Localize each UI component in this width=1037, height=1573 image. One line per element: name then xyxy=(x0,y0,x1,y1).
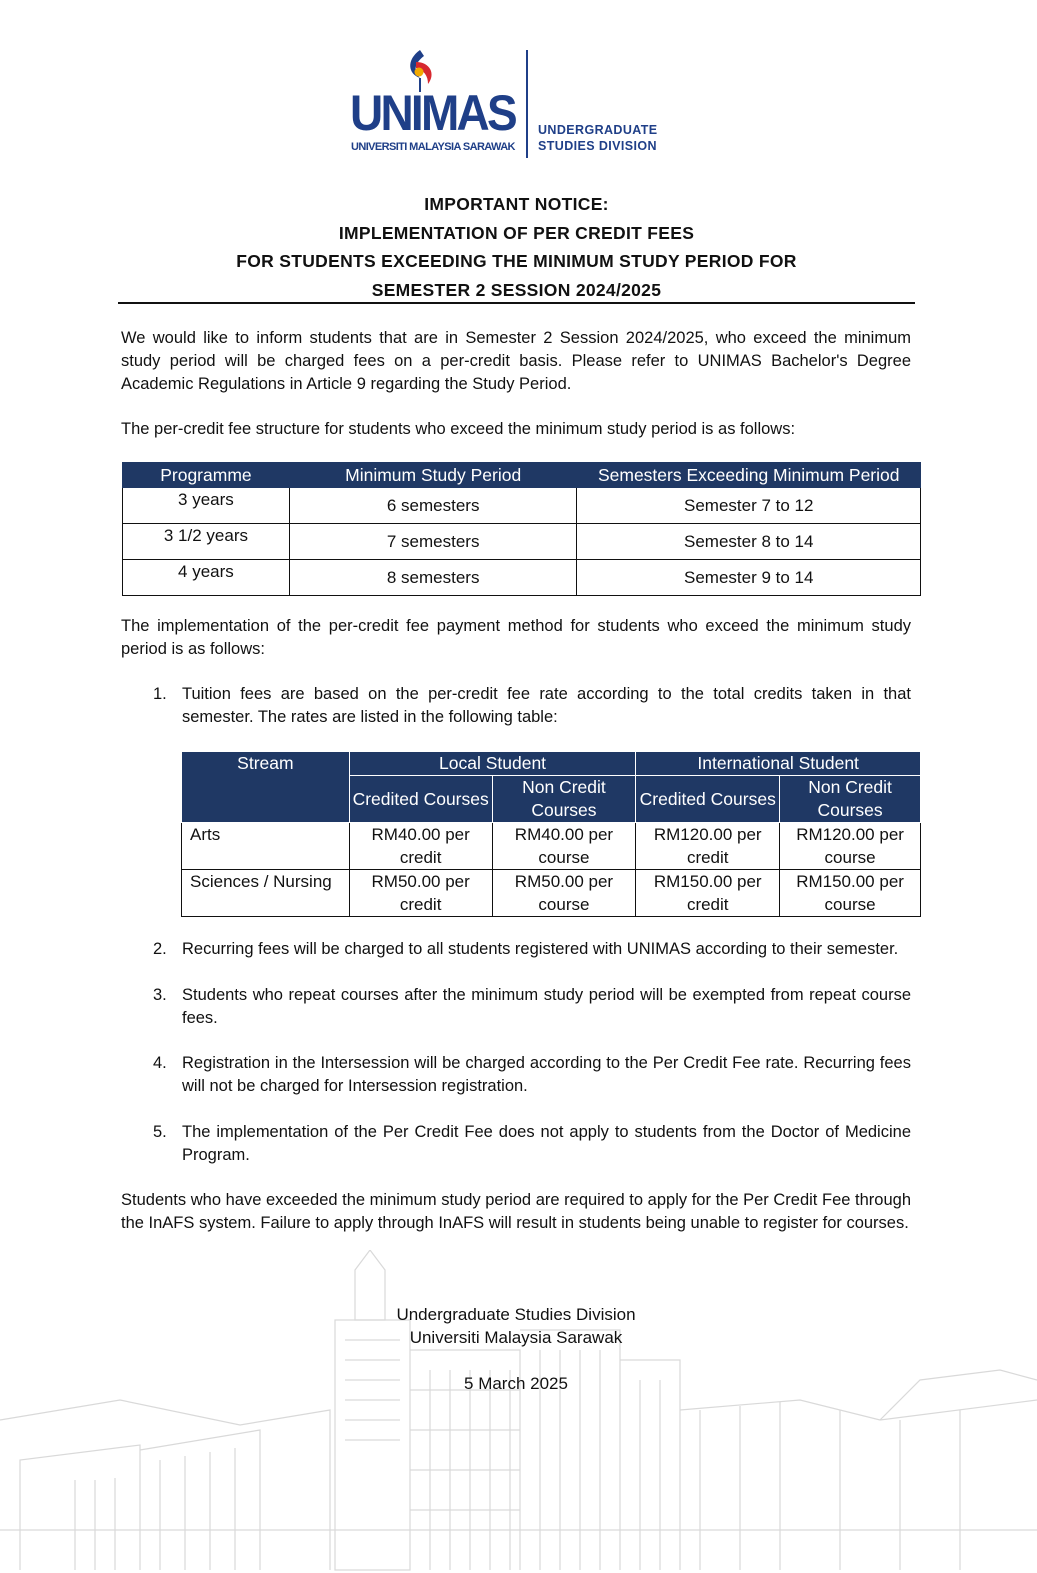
campus-skyline-watermark xyxy=(0,1250,1037,1573)
title-underline xyxy=(118,302,915,304)
rate-cell: RM50.00 per credit xyxy=(349,870,492,917)
stream-cell: Sciences / Nursing xyxy=(182,870,350,917)
rate-cell: RM40.00 per course xyxy=(492,823,636,870)
closing-paragraph: Students who have exceeded the minimum study period are required to apply for the Per Credit Fee through the InAFS system. Failure to apply through InAFS will result in students being unable to register for courses. xyxy=(121,1191,911,1232)
logo-subtitle: UNIVERSITI MALAYSIA SARAWAK xyxy=(351,141,515,153)
rate-cell: RM40.00 per credit xyxy=(349,823,492,870)
col-header-minimum-period: Minimum Study Period xyxy=(289,463,577,488)
item-text: Tuition fees are based on the per-credit fee rate according to the total credits taken in that semester. The rates are listed in the following table: xyxy=(182,685,911,726)
item-text: Registration in the Intersession will be charged according to the Per Credit Fee rate. Recurring fees will not be charged for Intersession registration. xyxy=(182,1054,911,1095)
title-line-1: IMPORTANT NOTICE: xyxy=(424,194,609,214)
item-number: 2. xyxy=(153,940,167,958)
item-number: 4. xyxy=(153,1054,167,1072)
table-row xyxy=(123,488,921,524)
division-line-2: STUDIES DIVISION xyxy=(538,139,657,153)
division-line-1: UNDERGRADUATE xyxy=(538,123,658,137)
table-row xyxy=(123,524,921,560)
minimum-period-cell: 8 semesters xyxy=(289,560,577,596)
logo-wordmark: UNIMAS xyxy=(350,85,515,141)
col-header-local-student: Local Student xyxy=(349,752,636,776)
division-name xyxy=(538,122,658,154)
rate-cell: RM120.00 per course xyxy=(780,823,921,870)
rate-cell: RM120.00 per credit xyxy=(636,823,780,870)
logo-divider xyxy=(526,50,528,158)
table-header-row xyxy=(182,752,921,776)
col-header-stream: Stream xyxy=(182,752,350,823)
table-row xyxy=(123,560,921,596)
signature-line-2: Universiti Malaysia Sarawak xyxy=(409,1328,623,1347)
exceeding-period-cell: Semester 9 to 14 xyxy=(577,560,921,596)
rate-cell: RM150.00 per credit xyxy=(636,870,780,917)
exceeding-period-cell: Semester 8 to 14 xyxy=(577,524,921,560)
method-lead: The implementation of the per-credit fee payment method for students who exceed the minimum study period is as follows: xyxy=(121,617,911,658)
programme-cell: 3 years xyxy=(123,488,290,524)
minimum-period-cell: 7 semesters xyxy=(289,524,577,560)
item-text: The implementation of the Per Credit Fee does not apply to students from the Doctor of Medicine Program. xyxy=(182,1123,911,1164)
notice-date: 5 March 2025 xyxy=(464,1374,568,1393)
title-line-4: SEMESTER 2 SESSION 2024/2025 xyxy=(371,279,662,300)
col-header-local-noncredit: Non Credit Courses xyxy=(492,776,636,823)
item-number: 1. xyxy=(153,685,167,703)
intro-paragraph: We would like to inform students that are in Semester 2 Session 2024/2025, who exceed the minimum study period will be charged fees on a per-credit basis. Please refer to UNIMAS Bachelor's Degree Academic Regulations in Article 9 regarding the Study Period. xyxy=(121,329,911,393)
structure-lead: The per-credit fee structure for students who exceed the minimum study period is as follows: xyxy=(121,420,796,438)
col-header-exceeding-period: Semesters Exceeding Minimum Period xyxy=(577,463,921,488)
item-number: 5. xyxy=(153,1123,167,1141)
signature-block xyxy=(300,1303,732,1395)
item-number: 3. xyxy=(153,986,167,1004)
col-header-intl-noncredit: Non Credit Courses xyxy=(780,776,921,823)
col-header-local-credited: Credited Courses xyxy=(349,776,492,823)
study-period-table xyxy=(122,462,921,596)
table-row xyxy=(182,870,921,917)
col-header-programme: Programme xyxy=(123,463,290,488)
rate-cell: RM150.00 per course xyxy=(780,870,921,917)
notice-title xyxy=(118,190,915,304)
item-text: Students who repeat courses after the minimum study period will be exempted from repeat course fees. xyxy=(182,986,911,1027)
table-header-row xyxy=(123,463,921,488)
minimum-period-cell: 6 semesters xyxy=(289,488,577,524)
signature-line-1: Undergraduate Studies Division xyxy=(396,1305,636,1324)
col-header-intl-credited: Credited Courses xyxy=(636,776,780,823)
col-header-international-student: International Student xyxy=(636,752,921,776)
unimas-logo xyxy=(350,48,670,163)
title-line-3: FOR STUDENTS EXCEEDING THE MINIMUM STUDY PERIOD FOR xyxy=(236,251,797,271)
programme-cell: 4 years xyxy=(123,560,290,596)
table-row xyxy=(182,823,921,870)
rate-cell: RM50.00 per course xyxy=(492,870,636,917)
programme-cell: 3 1/2 years xyxy=(123,524,290,560)
exceeding-period-cell: Semester 7 to 12 xyxy=(577,488,921,524)
stream-cell: Arts xyxy=(182,823,350,870)
item-text: Recurring fees will be charged to all students registered with UNIMAS according to their semester. xyxy=(182,940,899,958)
fee-rate-table xyxy=(181,751,921,917)
title-line-2: IMPLEMENTATION OF PER CREDIT FEES xyxy=(338,222,695,243)
